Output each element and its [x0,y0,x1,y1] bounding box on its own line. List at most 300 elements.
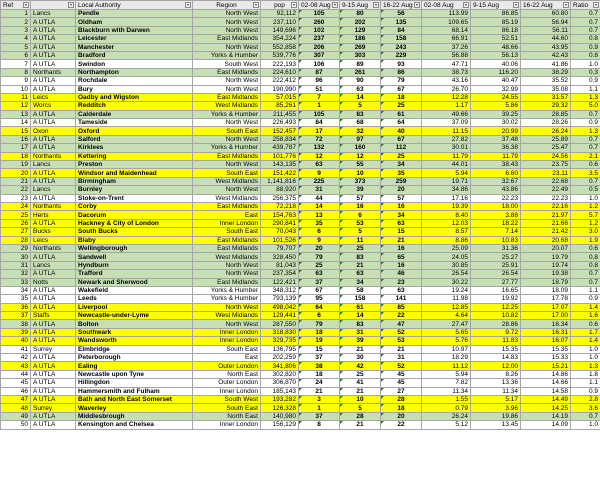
cell-pop[interactable]: 439,787 [261,144,299,152]
cell-ratio[interactable]: 0.6 [571,320,600,328]
cell-rate-w3[interactable]: 42.43 [521,51,571,59]
cell-rate-w3[interactable]: 23.75 [521,161,571,169]
cell-type[interactable]: Leics [31,93,76,101]
cell-rate-w1[interactable]: 11.12 [422,362,471,370]
cell-rate-w2[interactable]: 38.43 [471,161,521,169]
cell-rate-w2[interactable]: 26.54 [471,270,521,278]
cell-rate-w1[interactable]: 26.70 [422,85,471,93]
table-row[interactable] [1,320,600,328]
cell-cases-w3[interactable]: 31 [381,354,422,362]
cell-rate-w2[interactable]: 19.86 [471,412,521,420]
cell-cases-w3[interactable]: 63 [381,286,422,294]
cell-type[interactable]: Notts [31,278,76,286]
cell-cases-w1[interactable]: 6 [299,312,340,320]
cell-rate-w1[interactable]: 8.86 [422,236,471,244]
cell-cases-w3[interactable]: 15 [381,228,422,236]
cell-local-authority[interactable]: Redditch [76,102,193,110]
col-header-rate-w2[interactable] [471,1,521,10]
cell-pop[interactable]: 237,354 [261,270,299,278]
cell-cases-w1[interactable]: 307 [299,51,340,59]
cell-cases-w2[interactable]: 28 [340,412,381,420]
cell-type[interactable]: A UTLA [31,295,76,303]
cell-type[interactable]: Lancs [31,10,76,18]
cell-local-authority[interactable]: Burnley [76,186,193,194]
cell-type[interactable]: Surrey [31,404,76,412]
col-header-local-authority[interactable] [76,1,193,10]
cell-rate-w2[interactable]: 16.65 [471,286,521,294]
table-row[interactable] [1,337,600,345]
cell-ref[interactable]: 45 [1,379,31,387]
cell-local-authority[interactable]: Windsor and Maidenhead [76,169,193,177]
cell-rate-w3[interactable]: 22.49 [521,186,571,194]
cell-ref[interactable]: 34 [1,286,31,294]
cell-cases-w1[interactable]: 105 [299,10,340,18]
cell-local-authority[interactable]: Bath and North East Somerset [76,395,193,403]
cell-cases-w2[interactable]: 90 [340,77,381,85]
cell-cases-w3[interactable]: 85 [381,303,422,311]
col-header-region[interactable] [193,1,261,10]
cell-ref[interactable]: 50 [1,421,31,429]
cell-type[interactable]: A UTLA [31,144,76,152]
cell-type[interactable]: Worcs [31,102,76,110]
cell-ref[interactable]: 21 [1,177,31,185]
cell-rate-w3[interactable]: 15.21 [521,362,571,370]
cell-pop[interactable]: 222,412 [261,77,299,85]
cell-region[interactable]: Outer London [193,379,261,387]
cell-rate-w2[interactable]: 10.83 [471,236,521,244]
table-row[interactable] [1,370,600,378]
cell-type[interactable]: A UTLA [31,26,76,34]
cell-cases-w3[interactable]: 40 [381,127,422,135]
cell-rate-w3[interactable]: 43.95 [521,43,571,51]
cell-cases-w3[interactable]: 16 [381,261,422,269]
cell-ratio[interactable]: 1.2 [571,219,600,227]
cell-region[interactable]: East Midlands [193,278,261,286]
table-row[interactable] [1,354,600,362]
cell-ref[interactable]: 25 [1,211,31,219]
cell-ratio[interactable]: 0.9 [571,119,600,127]
cell-rate-w3[interactable]: 23.11 [521,169,571,177]
cell-rate-w2[interactable]: 11.34 [471,387,521,395]
cell-local-authority[interactable]: Bury [76,85,193,93]
cell-rate-w3[interactable]: 44.60 [521,35,571,43]
cell-rate-w2[interactable]: 7.14 [471,228,521,236]
cell-cases-w1[interactable]: 24 [299,379,340,387]
col-header-cases-w1[interactable] [299,1,340,10]
cell-rate-w1[interactable]: 12.85 [422,303,471,311]
cell-region[interactable]: Inner London [193,421,261,429]
cell-local-authority[interactable]: Wakefield [76,286,193,294]
cell-pop[interactable]: 126,328 [261,404,299,412]
cell-cases-w2[interactable]: 14 [340,312,381,320]
cell-region[interactable]: East [193,211,261,219]
cell-pop[interactable]: 302,820 [261,370,299,378]
cell-rate-w1[interactable]: 12.28 [422,93,471,101]
cell-local-authority[interactable]: Hyndburn [76,261,193,269]
cell-cases-w1[interactable]: 87 [299,68,340,76]
cell-rate-w1[interactable]: 68.14 [422,26,471,34]
cell-cases-w2[interactable]: 83 [340,320,381,328]
cell-pop[interactable]: 348,312 [261,286,299,294]
cell-cases-w2[interactable]: 63 [340,85,381,93]
cell-rate-w1[interactable]: 0.79 [422,404,471,412]
cell-rate-w3[interactable]: 56.11 [521,26,571,34]
cell-rate-w3[interactable]: 20.07 [521,244,571,252]
cell-ref[interactable]: 11 [1,93,31,101]
cell-rate-w2[interactable]: 31.36 [471,244,521,252]
cell-region[interactable]: South East [193,169,261,177]
cell-type[interactable]: Northants [31,202,76,210]
filter-dropdown-icon[interactable] [513,2,519,8]
cell-ratio[interactable]: 1.7 [571,328,600,336]
cell-region[interactable]: South East [193,228,261,236]
cell-cases-w3[interactable]: 22 [381,421,422,429]
cell-cases-w3[interactable]: 27 [381,387,422,395]
cell-cases-w1[interactable]: 37 [299,354,340,362]
cell-rate-w1[interactable]: 11.98 [422,295,471,303]
cell-rate-w3[interactable]: 16.34 [521,320,571,328]
cell-rate-w3[interactable]: 14.19 [521,412,571,420]
cell-region[interactable]: East Midlands [193,35,261,43]
cell-type[interactable]: A UTLA [31,270,76,278]
cell-ref[interactable]: 48 [1,404,31,412]
cell-cases-w3[interactable]: 86 [381,68,422,76]
cell-rate-w1[interactable]: 113.99 [422,10,471,18]
cell-region[interactable]: East Midlands [193,68,261,76]
cell-rate-w2[interactable]: 27.77 [471,278,521,286]
cell-ratio[interactable]: 0.9 [571,43,600,51]
cell-ratio[interactable]: 1.9 [571,236,600,244]
cell-cases-w3[interactable]: 61 [381,110,422,118]
cell-ref[interactable]: 8 [1,68,31,76]
cell-cases-w2[interactable]: 10 [340,395,381,403]
cell-rate-w2[interactable]: 24.55 [471,93,521,101]
table-row[interactable] [1,135,600,143]
cell-rate-w1[interactable]: 19.39 [422,202,471,210]
cell-rate-w1[interactable]: 1.17 [422,102,471,110]
cell-cases-w1[interactable]: 84 [299,119,340,127]
cell-rate-w3[interactable]: 14.86 [521,370,571,378]
cell-local-authority[interactable]: Salford [76,135,193,143]
cell-local-authority[interactable]: Leeds [76,295,193,303]
cell-pop[interactable]: 539,776 [261,51,299,59]
cell-cases-w1[interactable]: 102 [299,26,340,34]
cell-cases-w2[interactable]: 129 [340,26,381,34]
cell-cases-w3[interactable]: 93 [381,60,422,68]
table-row[interactable] [1,387,600,395]
col-header-rate-w1[interactable] [422,1,471,10]
cell-type[interactable]: A UTLA [31,35,76,43]
cell-cases-w3[interactable]: 52 [381,362,422,370]
cell-rate-w3[interactable]: 14.49 [521,395,571,403]
table-row[interactable] [1,412,600,420]
cell-type[interactable]: A UTLA [31,354,76,362]
cell-local-authority[interactable]: Manchester [76,43,193,51]
cell-local-authority[interactable]: Elmbridge [76,345,193,353]
table-row[interactable] [1,93,600,101]
cell-region[interactable]: North East [193,370,261,378]
cell-type[interactable]: A UTLA [31,320,76,328]
cell-ratio[interactable]: 0.6 [571,161,600,169]
cell-cases-w1[interactable]: 20 [299,244,340,252]
cell-cases-w3[interactable]: 65 [381,253,422,261]
cell-ref[interactable]: 37 [1,312,31,320]
cell-cases-w2[interactable]: 186 [340,35,381,43]
cell-ratio[interactable]: 0.7 [571,412,600,420]
cell-rate-w1[interactable]: 30.01 [422,144,471,152]
cell-cases-w3[interactable]: 84 [381,26,422,34]
cell-pop[interactable]: 72,218 [261,202,299,210]
cell-region[interactable]: North West [193,10,261,18]
cell-rate-w1[interactable]: 26.54 [422,270,471,278]
cell-type[interactable]: A UTLA [31,387,76,395]
cell-ref[interactable]: 24 [1,202,31,210]
cell-rate-w2[interactable]: 25.27 [471,253,521,261]
cell-type[interactable]: Lancs [31,161,76,169]
cell-cases-w1[interactable]: 1 [299,102,340,110]
cell-region[interactable]: North West [193,270,261,278]
cell-cases-w3[interactable]: 16 [381,202,422,210]
cell-rate-w2[interactable]: 11.79 [471,152,521,160]
cell-ratio[interactable]: 1.2 [571,202,600,210]
cell-cases-w2[interactable]: 158 [340,295,381,303]
cell-region[interactable]: North West [193,320,261,328]
cell-cases-w1[interactable]: 37 [299,278,340,286]
cell-cases-w1[interactable]: 105 [299,110,340,118]
cell-rate-w3[interactable]: 28.26 [521,119,571,127]
cell-local-authority[interactable]: Preston [76,161,193,169]
cell-rate-w3[interactable]: 14.58 [521,387,571,395]
cell-pop[interactable]: 224,610 [261,68,299,76]
cell-ratio[interactable]: 1.3 [571,127,600,135]
cell-rate-w1[interactable]: 11.79 [422,152,471,160]
cell-local-authority[interactable]: South Bucks [76,228,193,236]
cell-rate-w2[interactable]: 40.47 [471,77,521,85]
cell-rate-w2[interactable]: 36.38 [471,144,521,152]
cell-rate-w1[interactable]: 19.71 [422,177,471,185]
cell-cases-w1[interactable]: 237 [299,35,340,43]
cell-rate-w2[interactable]: 11.83 [471,337,521,345]
cell-cases-w2[interactable]: 61 [340,303,381,311]
cell-rate-w1[interactable]: 37.09 [422,119,471,127]
cell-cases-w1[interactable]: 35 [299,219,340,227]
cell-region[interactable]: West Midlands [193,194,261,202]
cell-rate-w1[interactable]: 27.47 [422,320,471,328]
cell-rate-w2[interactable]: 85.19 [471,18,521,26]
cell-rate-w2[interactable]: 18.22 [471,219,521,227]
cell-cases-w1[interactable]: 206 [299,43,340,51]
cell-region[interactable]: West Midlands [193,312,261,320]
cell-rate-w1[interactable]: 8.40 [422,211,471,219]
table-row[interactable] [1,85,600,93]
cell-rate-w1[interactable]: 11.15 [422,127,471,135]
cell-region[interactable]: North West [193,261,261,269]
cell-rate-w3[interactable]: 17.07 [521,303,571,311]
cell-rate-w3[interactable]: 60.80 [521,10,571,18]
cell-pop[interactable]: 237,110 [261,18,299,26]
cell-region[interactable]: North West [193,119,261,127]
cell-rate-w2[interactable]: 3.96 [471,404,521,412]
cell-ref[interactable]: 14 [1,119,31,127]
col-header-rate-w3[interactable] [521,1,571,10]
cell-region[interactable]: East Midlands [193,152,261,160]
table-row[interactable] [1,26,600,34]
cell-type[interactable]: A UTLA [31,194,76,202]
cell-pop[interactable]: 88,920 [261,186,299,194]
cell-region[interactable]: Inner London [193,328,261,336]
cell-cases-w1[interactable]: 13 [299,211,340,219]
cell-ref[interactable]: 13 [1,110,31,118]
cell-cases-w2[interactable]: 269 [340,43,381,51]
cell-cases-w1[interactable]: 9 [299,236,340,244]
filter-dropdown-icon[interactable] [463,2,469,8]
cell-rate-w2[interactable]: 12.00 [471,362,521,370]
cell-pop[interactable]: 185,143 [261,387,299,395]
cell-local-authority[interactable]: Kensington and Chelsea [76,421,193,429]
cell-region[interactable]: South East [193,404,261,412]
cell-ref[interactable]: 38 [1,320,31,328]
cell-cases-w1[interactable]: 51 [299,85,340,93]
cell-cases-w2[interactable]: 68 [340,119,381,127]
cell-rate-w1[interactable]: 11.34 [422,387,471,395]
cell-ref[interactable]: 6 [1,51,31,59]
cell-region[interactable]: North West [193,77,261,85]
cell-rate-w3[interactable]: 17.78 [521,295,571,303]
cell-rate-w2[interactable]: 13.36 [471,379,521,387]
cell-type[interactable]: A UTLA [31,219,76,227]
cell-local-authority[interactable]: Kirklees [76,144,193,152]
cell-cases-w1[interactable]: 3 [299,395,340,403]
cell-cases-w1[interactable]: 37 [299,412,340,420]
cell-local-authority[interactable]: Newcastle-under-Lyme [76,312,193,320]
cell-region[interactable]: North West [193,186,261,194]
cell-region[interactable]: Yorks & Humber [193,286,261,294]
cell-type[interactable]: A UTLA [31,43,76,51]
cell-local-authority[interactable]: Middlesbrough [76,412,193,420]
cell-pop[interactable]: 143,135 [261,161,299,169]
cell-cases-w2[interactable]: 160 [340,144,381,152]
cell-ratio[interactable]: 0.5 [571,186,600,194]
cell-cases-w1[interactable]: 95 [299,295,340,303]
cell-cases-w1[interactable]: 44 [299,194,340,202]
cell-rate-w1[interactable]: 17.16 [422,194,471,202]
cell-cases-w3[interactable]: 79 [381,77,422,85]
cell-ratio[interactable]: 0.8 [571,51,600,59]
cell-ratio[interactable]: 5.0 [571,102,600,110]
cell-cases-w3[interactable]: 34 [381,211,422,219]
cell-pop[interactable]: 202,259 [261,354,299,362]
cell-ratio[interactable]: 0.3 [571,68,600,76]
cell-cases-w1[interactable]: 17 [299,127,340,135]
cell-cases-w3[interactable]: 21 [381,236,422,244]
cell-cases-w1[interactable]: 260 [299,18,340,26]
cell-cases-w2[interactable]: 12 [340,152,381,160]
cell-ref[interactable]: 42 [1,354,31,362]
table-row[interactable] [1,244,600,252]
cell-cases-w1[interactable]: 14 [299,202,340,210]
cell-region[interactable]: North West [193,135,261,143]
table-row[interactable] [1,102,600,110]
cell-cases-w2[interactable]: 42 [340,362,381,370]
cell-local-authority[interactable]: Calderdale [76,110,193,118]
cell-type[interactable]: Surrey [31,345,76,353]
cell-pop[interactable]: 328,450 [261,253,299,261]
cell-region[interactable]: Yorks & Humber [193,295,261,303]
cell-cases-w1[interactable]: 79 [299,253,340,261]
cell-pop[interactable]: 140,980 [261,412,299,420]
cell-type[interactable]: A UTLA [31,337,76,345]
cell-cases-w1[interactable]: 96 [299,77,340,85]
cell-cases-w1[interactable]: 25 [299,261,340,269]
cell-type[interactable]: A UTLA [31,379,76,387]
cell-cases-w1[interactable]: 79 [299,320,340,328]
cell-ratio[interactable]: 1.1 [571,85,600,93]
table-row[interactable] [1,253,600,261]
cell-rate-w2[interactable]: 5.17 [471,395,521,403]
cell-pop[interactable]: 85,261 [261,102,299,110]
table-row[interactable] [1,10,600,18]
cell-cases-w1[interactable]: 106 [299,60,340,68]
cell-rate-w1[interactable]: 4.64 [422,312,471,320]
cell-local-authority[interactable]: Leicester [76,35,193,43]
cell-cases-w2[interactable]: 14 [340,93,381,101]
cell-cases-w1[interactable]: 12 [299,152,340,160]
cell-rate-w2[interactable]: 86.85 [471,10,521,18]
cell-type[interactable]: A UTLA [31,77,76,85]
cell-cases-w2[interactable]: 55 [340,161,381,169]
cell-cases-w1[interactable]: 7 [299,93,340,101]
cell-region[interactable]: South East [193,345,261,353]
cell-ref[interactable]: 19 [1,161,31,169]
cell-cases-w3[interactable]: 20 [381,412,422,420]
cell-ref[interactable]: 28 [1,236,31,244]
cell-pop[interactable]: 287,550 [261,320,299,328]
cell-pop[interactable]: 211,455 [261,110,299,118]
cell-ref[interactable]: 41 [1,345,31,353]
cell-rate-w2[interactable]: 86.18 [471,26,521,34]
cell-ratio[interactable]: 5.7 [571,211,600,219]
cell-region[interactable]: East Midlands [193,202,261,210]
cell-local-authority[interactable]: Newcastle upon Tyne [76,370,193,378]
cell-ref[interactable]: 47 [1,395,31,403]
cell-pop[interactable]: 354,224 [261,35,299,43]
table-row[interactable] [1,77,600,85]
cell-region[interactable]: West Midlands [193,102,261,110]
cell-rate-w3[interactable]: 56.94 [521,18,571,26]
cell-type[interactable]: Northants [31,244,76,252]
cell-ref[interactable]: 46 [1,387,31,395]
cell-ref[interactable]: 18 [1,152,31,160]
cell-type[interactable]: Staffs [31,312,76,320]
cell-cases-w3[interactable]: 25 [381,152,422,160]
cell-ref[interactable]: 30 [1,253,31,261]
cell-cases-w3[interactable]: 53 [381,337,422,345]
table-row[interactable] [1,194,600,202]
cell-local-authority[interactable]: Trafford [76,270,193,278]
cell-cases-w2[interactable]: 80 [340,10,381,18]
cell-local-authority[interactable]: Wandsworth [76,337,193,345]
cell-ratio[interactable]: 0.7 [571,177,600,185]
cell-cases-w1[interactable]: 1 [299,404,340,412]
table-row[interactable] [1,278,600,286]
col-header-type[interactable] [31,1,76,10]
cell-type[interactable]: A UTLA [31,253,76,261]
cell-local-authority[interactable]: Wellingborough [76,244,193,252]
cell-rate-w3[interactable]: 16.07 [521,337,571,345]
table-row[interactable] [1,421,600,429]
cell-rate-w3[interactable]: 35.52 [521,77,571,85]
filter-dropdown-icon[interactable] [414,2,420,8]
